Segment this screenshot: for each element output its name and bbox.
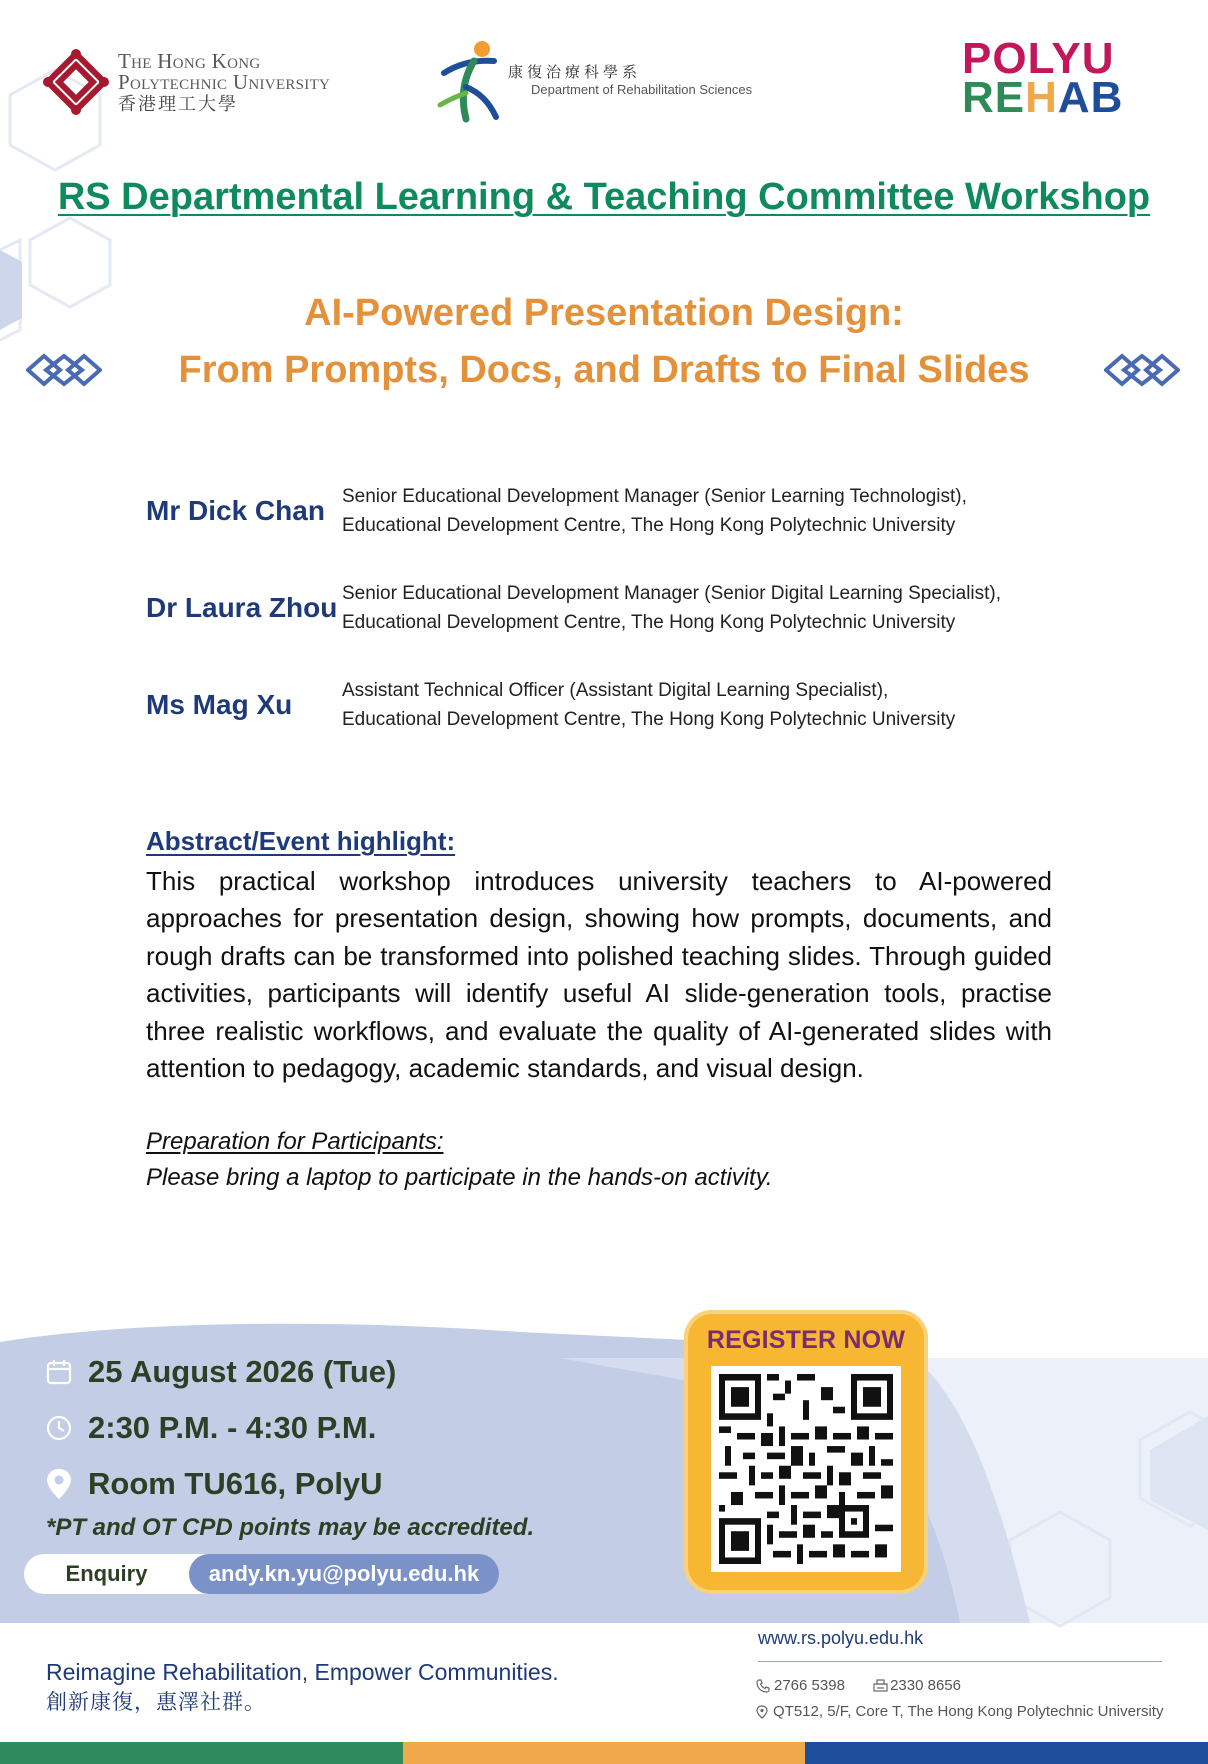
fax-number: 2330 8656: [890, 1677, 961, 1694]
venue-row: [42, 1456, 642, 1512]
event-venue: Room TU616, PolyU: [88, 1466, 383, 1501]
speaker-item: [146, 482, 1096, 541]
abstract-heading: Abstract/Event highlight:: [146, 826, 456, 856]
polyu-rehab-logo: [962, 34, 1162, 122]
preparation-heading: Preparation for Participants:: [146, 1128, 444, 1155]
register-now-label: REGISTER NOW: [706, 1326, 906, 1354]
fax-row: [873, 1674, 961, 1697]
speaker-name: Dr Laura Zhou: [146, 592, 338, 624]
department-logo: [436, 38, 776, 124]
university-name-zh: 香港理工大學: [118, 93, 238, 114]
speaker-role: Assistant Technical Officer (Assistant Digital Learning Specialist), Educational Development Centre, The Hong Kong Polytechnic University: [342, 679, 956, 731]
location-pin-icon: [42, 1467, 76, 1501]
preparation-section: [146, 1124, 1052, 1196]
speaker-name: Ms Mag Xu: [146, 689, 293, 721]
time-row: [42, 1400, 642, 1456]
footer-divider: [758, 1661, 1162, 1662]
address-text: QT512, 5/F, Core T, The Hong Kong Polytechnic University: [773, 1702, 1164, 1720]
speaker-role: Senior Educational Development Manager (Senior Learning Technologist), Educational Development Centre, The Hong Kong Polytechnic University: [342, 486, 967, 537]
phone-number: 2766 5398: [774, 1677, 845, 1694]
workshop-title: [0, 285, 1208, 399]
department-name-zh: 康復治療科學系: [508, 63, 642, 81]
clock-icon: [42, 1411, 76, 1445]
slogan-en: Reimagine Rehabilitation, Empower Communities.: [46, 1659, 559, 1685]
speaker-role: Senior Educational Development Manager (Senior Digital Learning Specialist), Educational Development Centre, The Hong Kong Polytechnic University: [342, 582, 1002, 634]
event-date: 25 August 2026 (Tue): [88, 1354, 397, 1389]
rehab-logo-line1: POLYU: [962, 34, 1115, 83]
footer-color-strip-green: [0, 1742, 403, 1764]
cpd-note: *PT and OT CPD points may be accredited.: [46, 1514, 535, 1541]
abstract-body: This practical workshop introduces university teachers to AI-powered approaches for presentation design, showing how prompts, documents, and rough drafts can be transformed into polished teaching slides. Through guided activities, participants will identify useful AI slide-generation tools, practise three realistic workflows, and evaluate the quality of AI-generated slides with attention to pedagogy, academic standards, and visual design.: [146, 866, 1052, 1084]
footer-color-strip-orange: [403, 1742, 805, 1764]
enquiry-label: Enquiry: [65, 1561, 148, 1586]
fax-icon: [873, 1679, 888, 1693]
address-row: [756, 1700, 1163, 1723]
enquiry-email-link[interactable]: andy.kn.yu@polyu.edu.hk: [189, 1554, 499, 1594]
slogan: [46, 1656, 559, 1718]
phone-icon: [756, 1679, 770, 1693]
enquiry-pill: [24, 1554, 499, 1594]
contact-info: [756, 1674, 1163, 1726]
speaker-list: [146, 482, 1096, 773]
committee-title: RS Departmental Learning & Teaching Committee Workshop: [57, 176, 1151, 218]
event-details: [42, 1344, 642, 1512]
footer-color-strip-blue: [805, 1742, 1208, 1764]
department-name-en: Department of Rehabilitation Sciences: [531, 82, 753, 98]
speaker-item: [146, 676, 1096, 735]
workshop-title-line2: From Prompts, Docs, and Drafts to Final Slides: [178, 349, 1030, 391]
date-row: [42, 1344, 642, 1400]
speaker-name: Mr Dick Chan: [146, 495, 325, 527]
event-time: 2:30 P.M. - 4:30 P.M.: [88, 1410, 377, 1445]
calendar-icon: [42, 1355, 76, 1389]
phone-row: [756, 1674, 845, 1697]
abstract-section: [146, 826, 1052, 1088]
rehab-logo-line2: REHAB: [962, 72, 1124, 122]
university-name-line2: Polytechnic University: [118, 70, 331, 95]
polyu-emblem-icon: [42, 48, 110, 116]
register-card[interactable]: [684, 1310, 928, 1594]
location-icon: [756, 1705, 768, 1719]
polyu-logo: [42, 44, 382, 120]
workshop-title-line1: AI-Powered Presentation Design:: [304, 292, 904, 334]
website-link[interactable]: www.rs.polyu.edu.hk: [758, 1628, 924, 1648]
university-name-line1: The Hong Kong: [118, 48, 261, 73]
registration-qr-code[interactable]: [711, 1366, 901, 1572]
speaker-item: [146, 579, 1096, 638]
slogan-zh: 創新康復，惠澤社群。: [46, 1691, 266, 1715]
preparation-text: Please bring a laptop to participate in the hands-on activity.: [146, 1164, 773, 1191]
department-figure-icon: [436, 39, 502, 123]
